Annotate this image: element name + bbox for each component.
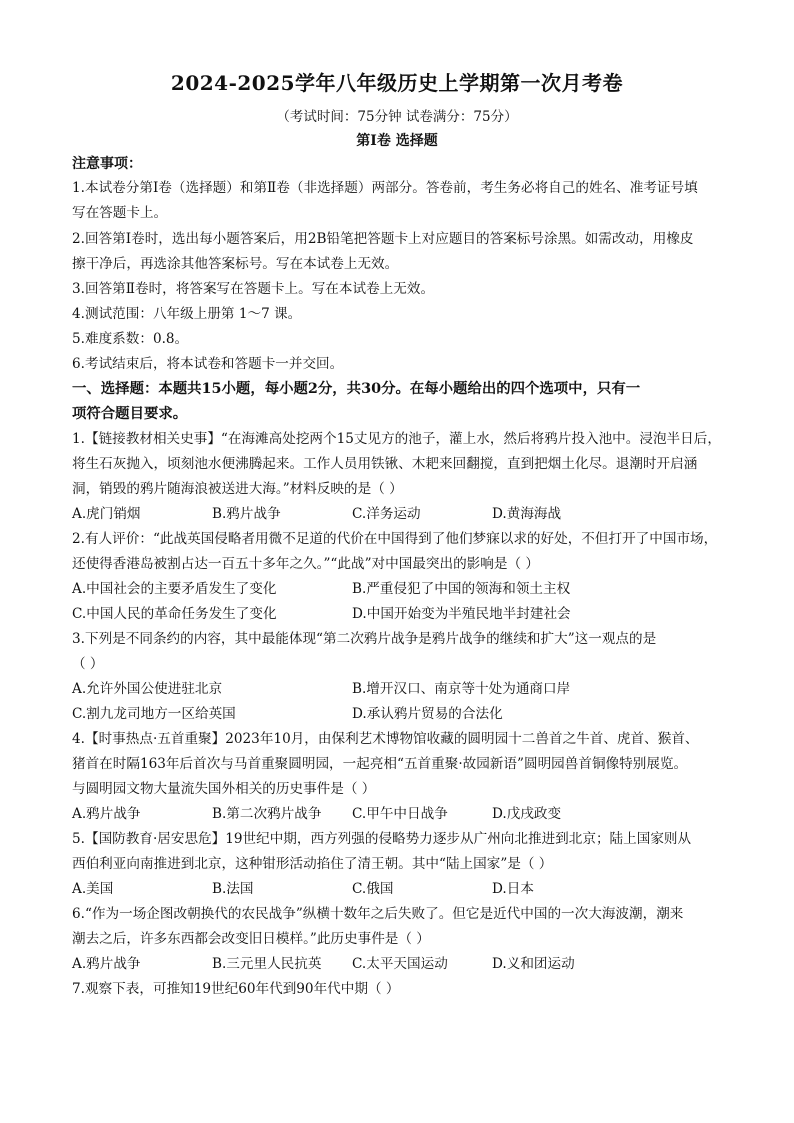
question-3-option-d[interactable]: D.承认鸦片贸易的合法化 xyxy=(352,706,503,722)
question-5-option-a[interactable]: A.美国 xyxy=(72,881,114,897)
question-6-text: 潮去之后，许多东西都会改变旧日模样。”此历史事件是（ ） xyxy=(72,931,430,947)
question-6-text: 6.“作为一场企图改朝换代的农民战争”纵横十数年之后失败了。但它是近代中国的一次大海波潮，潮来 xyxy=(72,906,684,922)
question-4-text: 猪首在时隔163年后首次与马首重聚圆明园，一起亮相“五首重聚·故园新语”圆明园兽首铜像特别展览。 xyxy=(72,756,688,772)
part-heading: 一、选择题：本题共15小题，每小题2分，共30分。在每小题给出的四个选项中，只有一 xyxy=(72,380,641,397)
notice-line: 1.本试卷分第Ⅰ卷（选择题）和第Ⅱ卷（非选择题）两部分。答卷前，考生务必将自己的姓名、准考证号填 xyxy=(72,180,698,196)
question-2-option-d[interactable]: D.中国开始变为半殖民地半封建社会 xyxy=(352,606,571,622)
question-1-option-c[interactable]: C.洋务运动 xyxy=(352,506,421,522)
question-1-option-b[interactable]: B.鸦片战争 xyxy=(212,506,281,522)
question-5-option-d[interactable]: D.日本 xyxy=(492,881,534,897)
notice-line: 4.测试范围：八年级上册第 1～7 课。 xyxy=(72,306,302,322)
question-4-option-b[interactable]: B.第二次鸦片战争 xyxy=(212,806,322,822)
question-5-text: 5.【国防教育·居安思危】19世纪中期，西方列强的侵略势力逐步从广州向北推进到北京；陆上国家则从 xyxy=(72,831,692,847)
question-5-option-b[interactable]: B.法国 xyxy=(212,881,254,897)
section-title: 第Ⅰ卷 选择题 xyxy=(356,133,438,149)
question-6-option-b[interactable]: B.三元里人民抗英 xyxy=(212,956,322,972)
notice-line: 3.回答第Ⅱ卷时，将答案写在答题卡上。写在本试卷上无效。 xyxy=(72,281,435,297)
question-1-text: 将生石灰抛入，顷刻池水便沸腾起来。工作人员用铁锹、木耙来回翻搅，直到把烟土化尽。退潮时开启涵 xyxy=(72,456,698,472)
question-7-text: 7.观察下表，可推知19世纪60年代到90年代中期（ ） xyxy=(72,981,400,997)
question-3-text: （ ） xyxy=(72,656,104,672)
question-4-text: 与圆明园文物大量流失国外相关的历史事件是（ ） xyxy=(72,781,376,797)
notice-heading: 注意事项： xyxy=(72,156,142,172)
question-6-option-c[interactable]: C.太平天国运动 xyxy=(352,956,448,972)
question-4-option-c[interactable]: C.甲午中日战争 xyxy=(352,806,448,822)
question-1-option-a[interactable]: A.虎门销烟 xyxy=(72,506,141,522)
question-1-option-d[interactable]: D.黄海海战 xyxy=(492,506,562,522)
question-4-option-d[interactable]: D.戊戌政变 xyxy=(492,806,562,822)
notice-line: 写在答题卡上。 xyxy=(72,205,168,221)
notice-line: 6.考试结束后，将本试卷和答题卡一并交回。 xyxy=(72,356,344,372)
question-2-option-c[interactable]: C.中国人民的革命任务发生了变化 xyxy=(72,606,277,622)
notice-line: 2.回答第Ⅰ卷时，选出每小题答案后，用2B铅笔把答题卡上对应题目的答案标号涂黑。如需改动，用橡皮 xyxy=(72,231,694,247)
question-3-text: 3.下列是不同条约的内容，其中最能体现“第二次鸦片战争是鸦片战争的继续和扩大”这一观点的是 xyxy=(72,631,657,647)
question-4-option-a[interactable]: A.鸦片战争 xyxy=(72,806,141,822)
part-heading: 项符合题目要求。 xyxy=(72,405,188,422)
question-2-text: 还使得香港岛被割占达一百五十多年之久。”“此战”对中国最突出的影响是（ ） xyxy=(72,556,539,572)
question-1-text: 洞，销毁的鸦片随海浪被送进大海。”材料反映的是（ ） xyxy=(72,481,403,497)
question-2-text: 2.有人评价：“此战英国侵略者用微不足道的代价在中国得到了他们梦寐以求的好处，不但打开了中国市场， xyxy=(72,531,718,547)
question-6-option-a[interactable]: A.鸦片战争 xyxy=(72,956,141,972)
exam-title: 2024-2025学年八年级历史上学期第一次月考卷 xyxy=(170,71,624,95)
question-2-option-a[interactable]: A.中国社会的主要矛盾发生了变化 xyxy=(72,581,277,597)
question-3-option-c[interactable]: C.割九龙司地方一区给英国 xyxy=(72,706,236,722)
notice-line: 5.难度系数：0.8。 xyxy=(72,331,189,347)
exam-subtitle: （考试时间：75分钟 试卷满分：75分） xyxy=(276,109,518,125)
question-5-text: 西伯利亚向南推进到北京，这种钳形活动掐住了清王朝。其中“陆上国家”是（ ） xyxy=(72,856,553,872)
question-5-option-c[interactable]: C.俄国 xyxy=(352,881,394,897)
question-1-text: 1.【链接教材相关史事】“在海滩高处挖两个15丈见方的池子，灌上水，然后将鸦片投入池中。浸泡半日后， xyxy=(72,431,721,447)
question-6-option-d[interactable]: D.义和团运动 xyxy=(492,956,575,972)
question-2-option-b[interactable]: B.严重侵犯了中国的领海和领土主权 xyxy=(352,581,571,597)
question-3-option-a[interactable]: A.允许外国公使进驻北京 xyxy=(72,681,223,697)
notice-line: 擦干净后，再选涂其他答案标号。写在本试卷上无效。 xyxy=(72,256,399,272)
question-4-text: 4.【时事热点·五首重聚】2023年10月，由保利艺术博物馆收藏的圆明园十二兽首之牛首、虎首、猴首、 xyxy=(72,731,699,747)
question-3-option-b[interactable]: B.增开汉口、南京等十处为通商口岸 xyxy=(352,681,571,697)
